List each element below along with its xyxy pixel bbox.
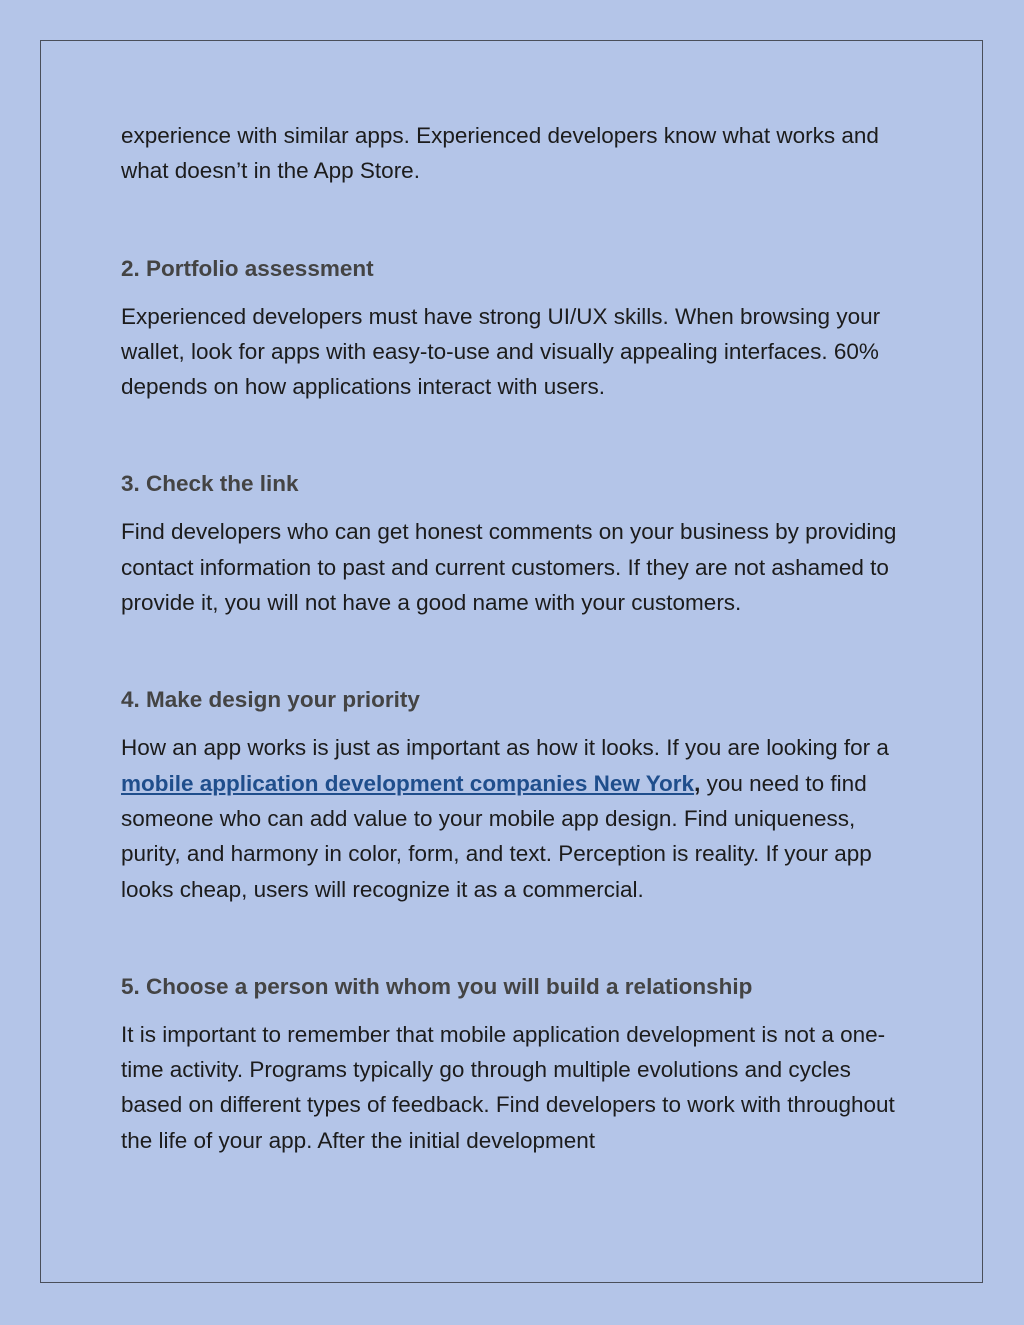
body-text-before-link: How an app works is just as important as how it looks. If you are looking for a xyxy=(121,735,889,761)
section-heading-portfolio: 2. Portfolio assessment xyxy=(121,255,374,281)
spacer xyxy=(121,1004,911,1017)
spacer xyxy=(121,717,911,730)
body-text-after-link: you need to find someone who can add value to your mobile app design. Find uniqueness, purity, and harmony in color, form, and text. Perception is reality. If your app looks cheap, users will recognize it as a commercial. xyxy=(121,770,872,902)
section-body-portfolio: Experienced developers must have strong UI/UX skills. When browsing your wallet, look for apps with easy-to-use and visually appealing interfaces. 60% depends on how applications interact with users. xyxy=(121,303,881,400)
section-heading-design-priority: 4. Make design your priority xyxy=(121,687,420,713)
spacer xyxy=(121,189,911,251)
section-body-relationship: It is important to remember that mobile application development is not a one-time activity. Programs typically go through multiple evolutions and cycles based on different types of feedback. Find developers to work with throughout the life of your app. After the initial development xyxy=(121,1021,895,1153)
link-comma: , xyxy=(694,770,701,796)
intro-paragraph: experience with similar apps. Experienced developers know what works and what doesn’t in the App Store. xyxy=(121,123,879,184)
spacer xyxy=(121,501,911,514)
spacer xyxy=(121,286,911,299)
section-body-check-link: Find developers who can get honest comments on your business by providing contact information to past and current customers. If they are not ashamed to provide it, you will not have a good name with your customers. xyxy=(121,519,897,616)
spacer xyxy=(121,404,911,466)
section-heading-check-link: 3. Check the link xyxy=(121,471,299,497)
section-heading-relationship: 5. Choose a person with whom you will build a relationship xyxy=(121,973,753,999)
spacer xyxy=(121,907,911,969)
companies-new-york-link[interactable]: mobile application development companies New York xyxy=(121,770,695,796)
spacer xyxy=(121,620,911,682)
document-content xyxy=(121,118,911,1158)
section-body-design-priority xyxy=(121,730,911,906)
